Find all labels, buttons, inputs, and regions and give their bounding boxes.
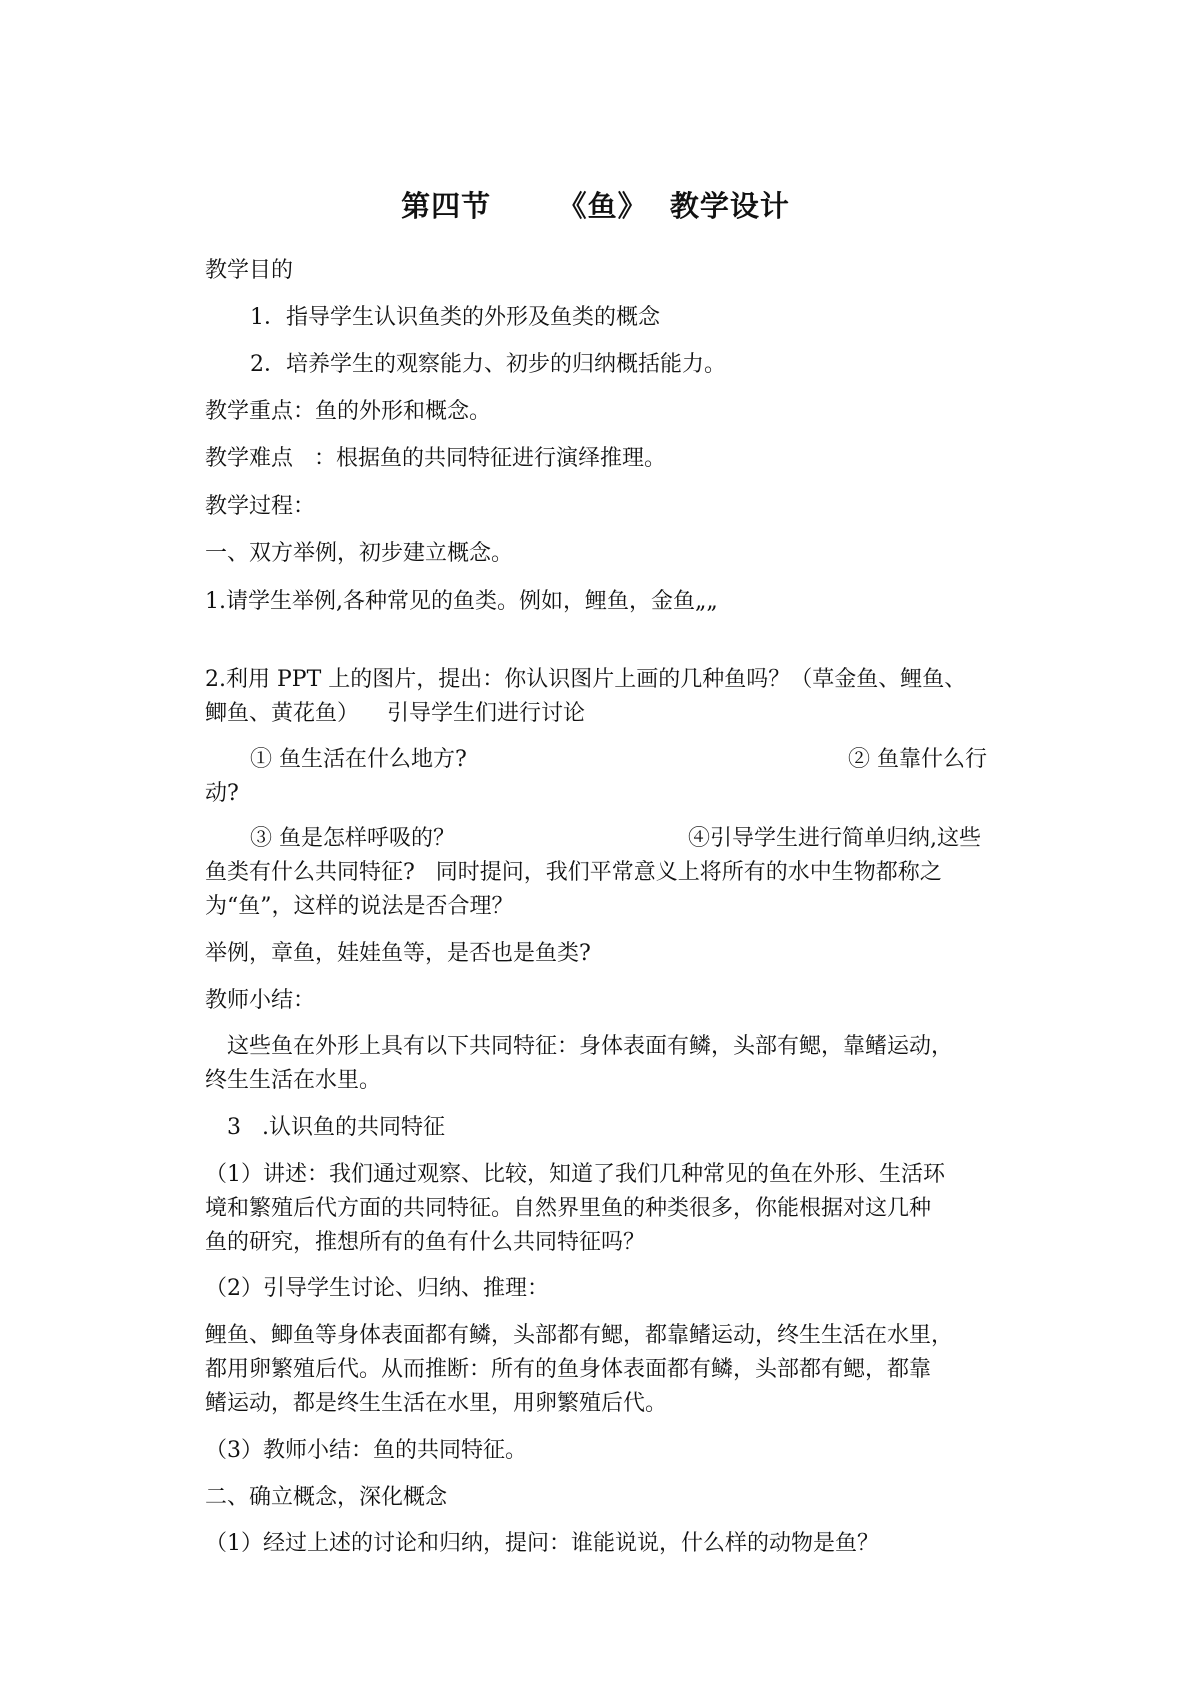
document-title: 第四节 《鱼》 教学设计 bbox=[401, 189, 790, 223]
summary-line-2: 终生生活在水里。 bbox=[205, 1068, 382, 1093]
section-heading-objectives: 教学目的 bbox=[205, 258, 294, 283]
part-two-item-1: （1）经过上述的讨论和归纳，提问：谁能说说，什么样的动物是鱼？ bbox=[205, 1531, 879, 1556]
reasoning-line-2: 都用卵繁殖后代。从而推断：所有的鱼身体表面都有鳞，头部都有鳃，都靠 bbox=[205, 1357, 932, 1382]
step-2-line-2: 鲫鱼、黄花鱼） 引导学生们进行讨论 bbox=[205, 701, 585, 726]
part-two-heading: 二、确立概念，深化概念 bbox=[205, 1485, 448, 1510]
example-line: 举例，章鱼，娃娃鱼等，是否也是鱼类? bbox=[205, 941, 591, 966]
summary-line-1: 这些鱼在外形上具有以下共同特征：身体表面有鳞，头部有鳃，靠鳍运动， bbox=[227, 1034, 954, 1059]
step-3-1-line-3: 鱼的研究，推想所有的鱼有什么共同特征吗？ bbox=[205, 1230, 646, 1255]
objective-item-2: 2．培养学生的观察能力、初步的归纳概括能力。 bbox=[250, 352, 726, 377]
question-3: ③ 鱼是怎样呼吸的？ bbox=[250, 826, 455, 851]
reasoning-line-1: 鲤鱼、鲫鱼等身体表面都有鳞，头部都有鳃，都靠鳍运动，终生生活在水里， bbox=[205, 1323, 954, 1348]
step-3-1-line-2: 境和繁殖后代方面的共同特征。自然界里鱼的种类很多，你能根据对这几种 bbox=[205, 1196, 932, 1221]
question-2-continuation: 动? bbox=[205, 781, 239, 806]
part-one-heading: 一、双方举例，初步建立概念。 bbox=[205, 541, 514, 566]
section-heading-process: 教学过程： bbox=[205, 494, 316, 519]
step-3-heading: 3 .认识鱼的共同特征 bbox=[227, 1115, 445, 1140]
step-3-1-line-1: （1）讲述：我们通过观察、比较，知道了我们几种常见的鱼在外形、生活环 bbox=[205, 1162, 945, 1187]
step-3-2-line: （2）引导学生讨论、归纳、推理： bbox=[205, 1276, 549, 1301]
question-4-line-2: 鱼类有什么共同特征? 同时提问，我们平常意义上将所有的水中生物都称之 bbox=[205, 860, 942, 885]
difficulty-line: 教学难点 ：根据鱼的共同特征进行演绎推理。 bbox=[205, 446, 666, 471]
step-1-line: 1.请学生举例,各种常见的鱼类。例如，鲤鱼，金鱼„„ bbox=[205, 589, 718, 614]
question-4-line-3: 为“鱼”，这样的说法是否合理？ bbox=[205, 894, 514, 919]
objective-item-1: 1．指导学生认识鱼类的外形及鱼类的概念 bbox=[250, 305, 660, 330]
step-2-line-1: 2.利用 PPT 上的图片，提出：你认识图片上画的几种鱼吗？（草金鱼、鲤鱼、 bbox=[205, 667, 967, 692]
reasoning-line-3: 鳍运动，都是终生生活在水里，用卵繁殖后代。 bbox=[205, 1391, 668, 1416]
step-3-3-line: （3）教师小结：鱼的共同特征。 bbox=[205, 1438, 527, 1463]
question-2: ② 鱼靠什么行 bbox=[848, 747, 987, 772]
question-4: ④引导学生进行简单归纳,这些 bbox=[688, 826, 981, 851]
teacher-summary-heading: 教师小结： bbox=[205, 988, 316, 1013]
question-1: ① 鱼生活在什么地方? bbox=[250, 747, 467, 772]
key-point-line: 教学重点：鱼的外形和概念。 bbox=[205, 399, 492, 424]
